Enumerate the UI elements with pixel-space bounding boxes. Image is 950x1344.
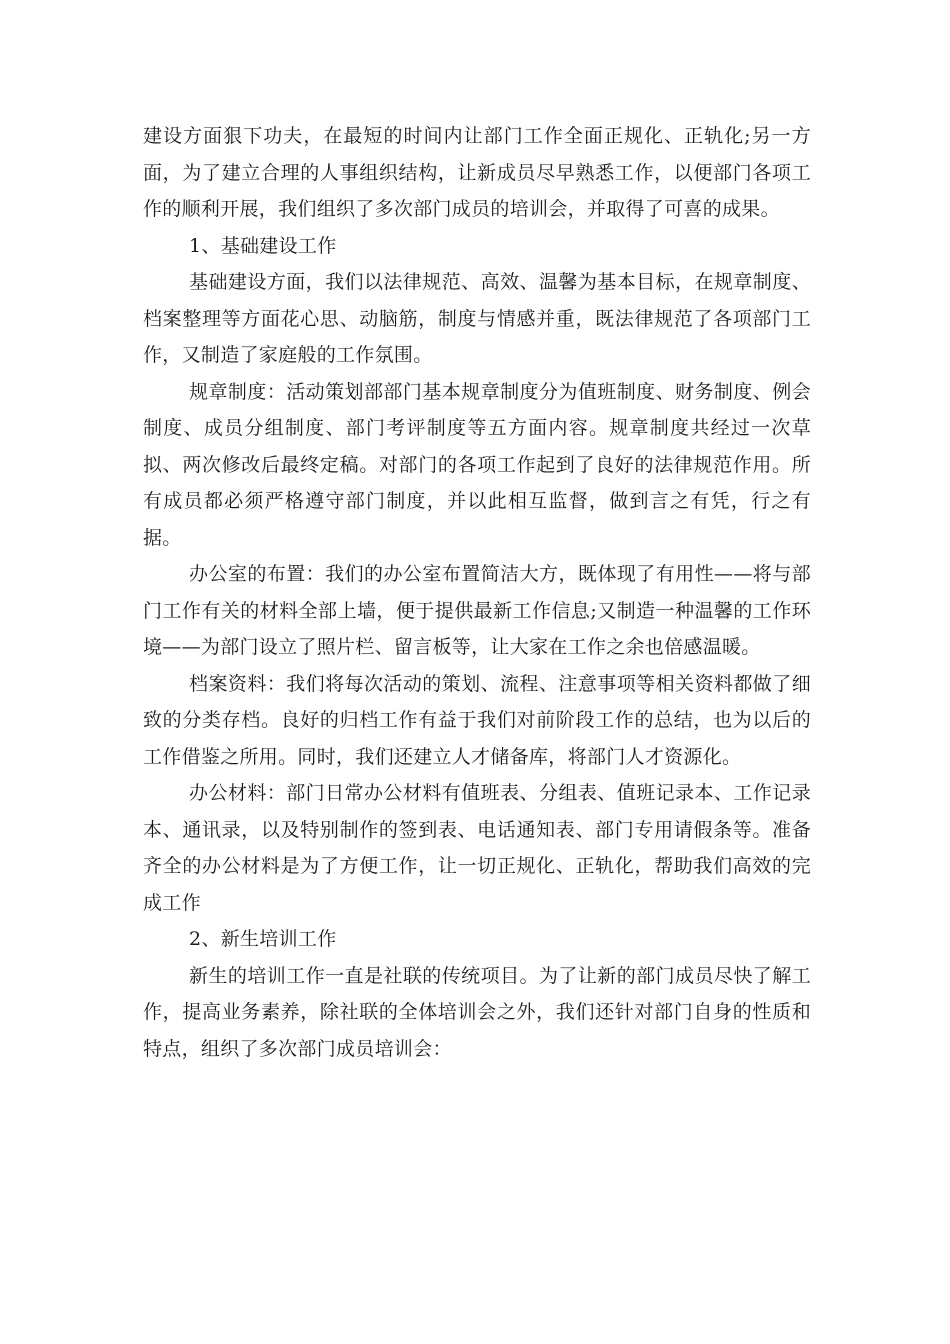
paragraph-office-layout: 办公室的布置：我们的办公室布置简洁大方，既体现了有用性——将与部门工作有关的材料全部上墙，便于提供最新工作信息;又制造一种温馨的工作环境——为部门设立了照片栏、留言板等，让大家在工作之余也倍感温暖。 <box>143 563 811 658</box>
section-heading-training: 2、新生培训工作 <box>189 928 337 950</box>
paragraph-archives: 档案资料：我们将每次活动的策划、流程、注意事项等相关资料都做了细致的分类存档。良好的归档工作有益于我们对前阶段工作的总结，也为以后的工作借鉴之所用。同时，我们还建立人才储备库，将部门人才资源化。 <box>143 672 811 768</box>
section-heading-infrastructure: 1、基础建设工作 <box>189 234 337 257</box>
document-body <box>143 118 811 1067</box>
paragraph-infrastructure: 基础建设方面，我们以法律规范、高效、温馨为基本目标，在规章制度、档案整理等方面花心思、动脑筋，制度与情感并重，既法律规范了各项部门工作，又制造了家庭般的工作氛围。 <box>143 271 811 366</box>
paragraph-office-materials: 办公材料：部门日常办公材料有值班表、分组表、值班记录本、工作记录本、通讯录，以及特别制作的签到表、电话通知表、部门专用请假条等。准备齐全的办公材料是为了方便工作，让一切正规化、正轨化，帮助我们高效的完成工作 <box>143 782 811 914</box>
paragraph-training: 新生的培训工作一直是社联的传统项目。为了让新的部门成员尽快了解工作，提高业务素养，除社联的全体培训会之外，我们还针对部门自身的性质和特点，组织了多次部门成员培训会： <box>143 964 811 1060</box>
paragraph-rules: 规章制度：活动策划部部门基本规章制度分为值班制度、财务制度、例会制度、成员分组制度、部门考评制度等五方面内容。规章制度共经过一次草拟、两次修改后最终定稿。对部门的各项工作起到了良好的法律规范作用。所有成员都必须严格遵守部门制度，并以此相互监督，做到言之有凭，行之有据。 <box>143 380 811 549</box>
paragraph-continuation: 建设方面狠下功夫，在最短的时间内让部门工作全面正规化、正轨化;另一方面，为了建立合理的人事组织结构，让新成员尽早熟悉工作，以便部门各项工作的顺利开展，我们组织了多次部门成员的培训会，并取得了可喜的成果。 <box>143 125 811 220</box>
